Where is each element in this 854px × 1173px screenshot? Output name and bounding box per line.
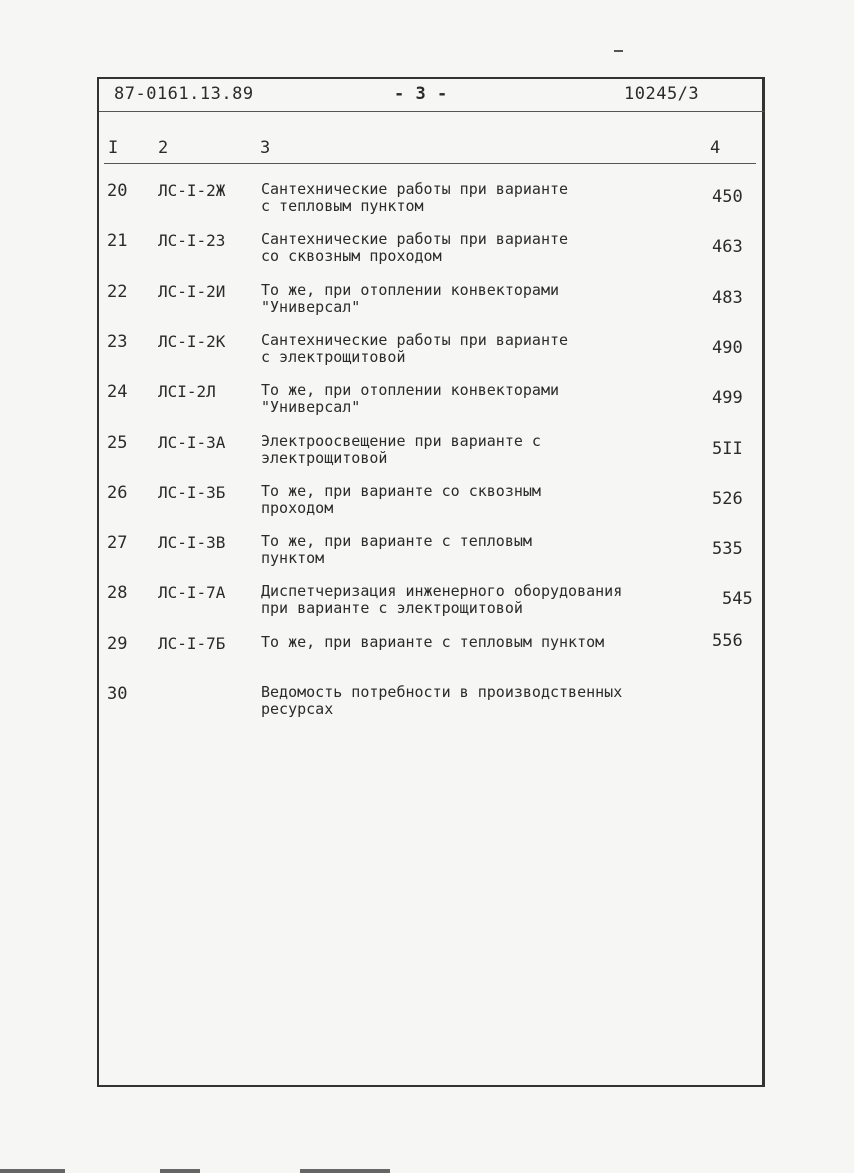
row-description	[261, 483, 541, 517]
header-divider	[99, 111, 764, 112]
description-line: ресурсах	[261, 700, 334, 718]
scan-artifact	[160, 1169, 200, 1173]
description-line: электрощитовой	[261, 448, 388, 467]
column-header-3: 3	[260, 138, 271, 158]
description-line: со сквозным проходом	[261, 247, 442, 266]
page-reference: 526	[712, 488, 743, 509]
row-description	[261, 332, 568, 366]
description-line: Сантехнические работы при варианте	[261, 180, 569, 198]
column-header-1: I	[108, 138, 119, 158]
row-number: 30	[107, 684, 128, 704]
table-row	[0, 483, 854, 531]
description-line: Сантехнические работы при варианте	[261, 230, 569, 249]
row-description	[261, 181, 568, 215]
row-number: 24	[107, 382, 128, 403]
estimate-code: ЛС-I-7Б	[158, 633, 226, 653]
doc-code: 87-0161.13.89	[114, 84, 254, 104]
description-line: Электроосвещение при варианте с	[261, 431, 541, 450]
row-description	[261, 684, 622, 718]
estimate-code: ЛС-I-2И	[158, 281, 226, 301]
description-line: "Универсал"	[261, 398, 361, 417]
table-row	[0, 684, 854, 732]
description-line: То же, при отоплении конвекторами	[261, 381, 560, 400]
table-row	[0, 630, 854, 682]
row-description	[261, 231, 568, 265]
row-description	[261, 634, 604, 651]
description-line: с электрощитовой	[261, 347, 406, 366]
page-reference: 490	[712, 337, 743, 358]
row-number: 23	[107, 331, 128, 352]
doc-number: 10245/3	[624, 84, 700, 104]
page-reference: 450	[712, 187, 743, 207]
estimate-code: ЛС-I-7А	[158, 583, 226, 603]
page-reference: 535	[712, 539, 743, 560]
row-number: 20	[107, 181, 128, 201]
table-row	[0, 231, 854, 279]
estimate-code: ЛСI-2Л	[158, 382, 216, 402]
scan-artifact	[300, 1169, 390, 1173]
page-reference: 483	[712, 287, 743, 308]
row-description	[261, 583, 622, 617]
table-row	[0, 332, 854, 380]
row-description	[261, 382, 559, 416]
table-row	[0, 433, 854, 481]
description-line: Ведомость потребности в производственных	[261, 683, 623, 701]
description-line: То же, при варианте с тепловым пунктом	[261, 632, 605, 651]
table-row	[0, 181, 854, 229]
page-reference: 556	[712, 630, 743, 651]
row-description	[261, 533, 532, 567]
description-line: Сантехнические работы при варианте	[261, 330, 569, 349]
page-reference: 499	[712, 388, 743, 409]
row-description	[261, 433, 541, 467]
row-description	[261, 282, 559, 316]
page-reference: 5II	[712, 438, 743, 459]
estimate-code: ЛС-I-3Б	[158, 482, 226, 502]
page-number: - 3 -	[394, 84, 448, 104]
row-number: 27	[107, 533, 128, 554]
row-number: 29	[107, 633, 128, 654]
row-number: 28	[107, 583, 128, 604]
description-line: То же, при отоплении конвекторами	[261, 280, 560, 299]
row-number: 25	[107, 432, 128, 453]
scan-artifact	[0, 1169, 65, 1173]
description-line: при варианте с электрощитовой	[261, 599, 523, 618]
row-number: 26	[107, 482, 128, 503]
column-header-4: 4	[710, 138, 721, 158]
description-line: То же, при варианте с тепловым	[261, 532, 532, 551]
estimate-code: ЛС-I-3А	[158, 432, 226, 452]
page-reference: 545	[722, 589, 753, 610]
table-row	[0, 382, 854, 430]
column-header-2: 2	[158, 138, 169, 158]
table-row	[0, 533, 854, 581]
description-line: "Универсал"	[261, 297, 361, 316]
estimate-code: ЛС-I-2К	[158, 331, 226, 351]
row-number: 21	[107, 231, 128, 252]
estimate-code: ЛС-I-2З	[158, 231, 226, 251]
description-line: пунктом	[261, 549, 325, 568]
estimate-code: ЛС-I-3В	[158, 533, 226, 553]
table-row	[0, 583, 854, 631]
description-line: Диспетчеризация инженерного оборудования	[261, 582, 623, 601]
scan-mark	[614, 50, 623, 52]
estimate-code: ЛС-I-2Ж	[158, 181, 226, 200]
table-row	[0, 282, 854, 330]
row-number: 22	[107, 281, 128, 302]
column-header-divider	[104, 163, 756, 164]
description-line: проходом	[261, 498, 334, 517]
description-line: То же, при варианте со сквозным	[261, 481, 541, 500]
description-line: с тепловым пунктом	[261, 197, 424, 215]
page-reference: 463	[712, 237, 743, 258]
